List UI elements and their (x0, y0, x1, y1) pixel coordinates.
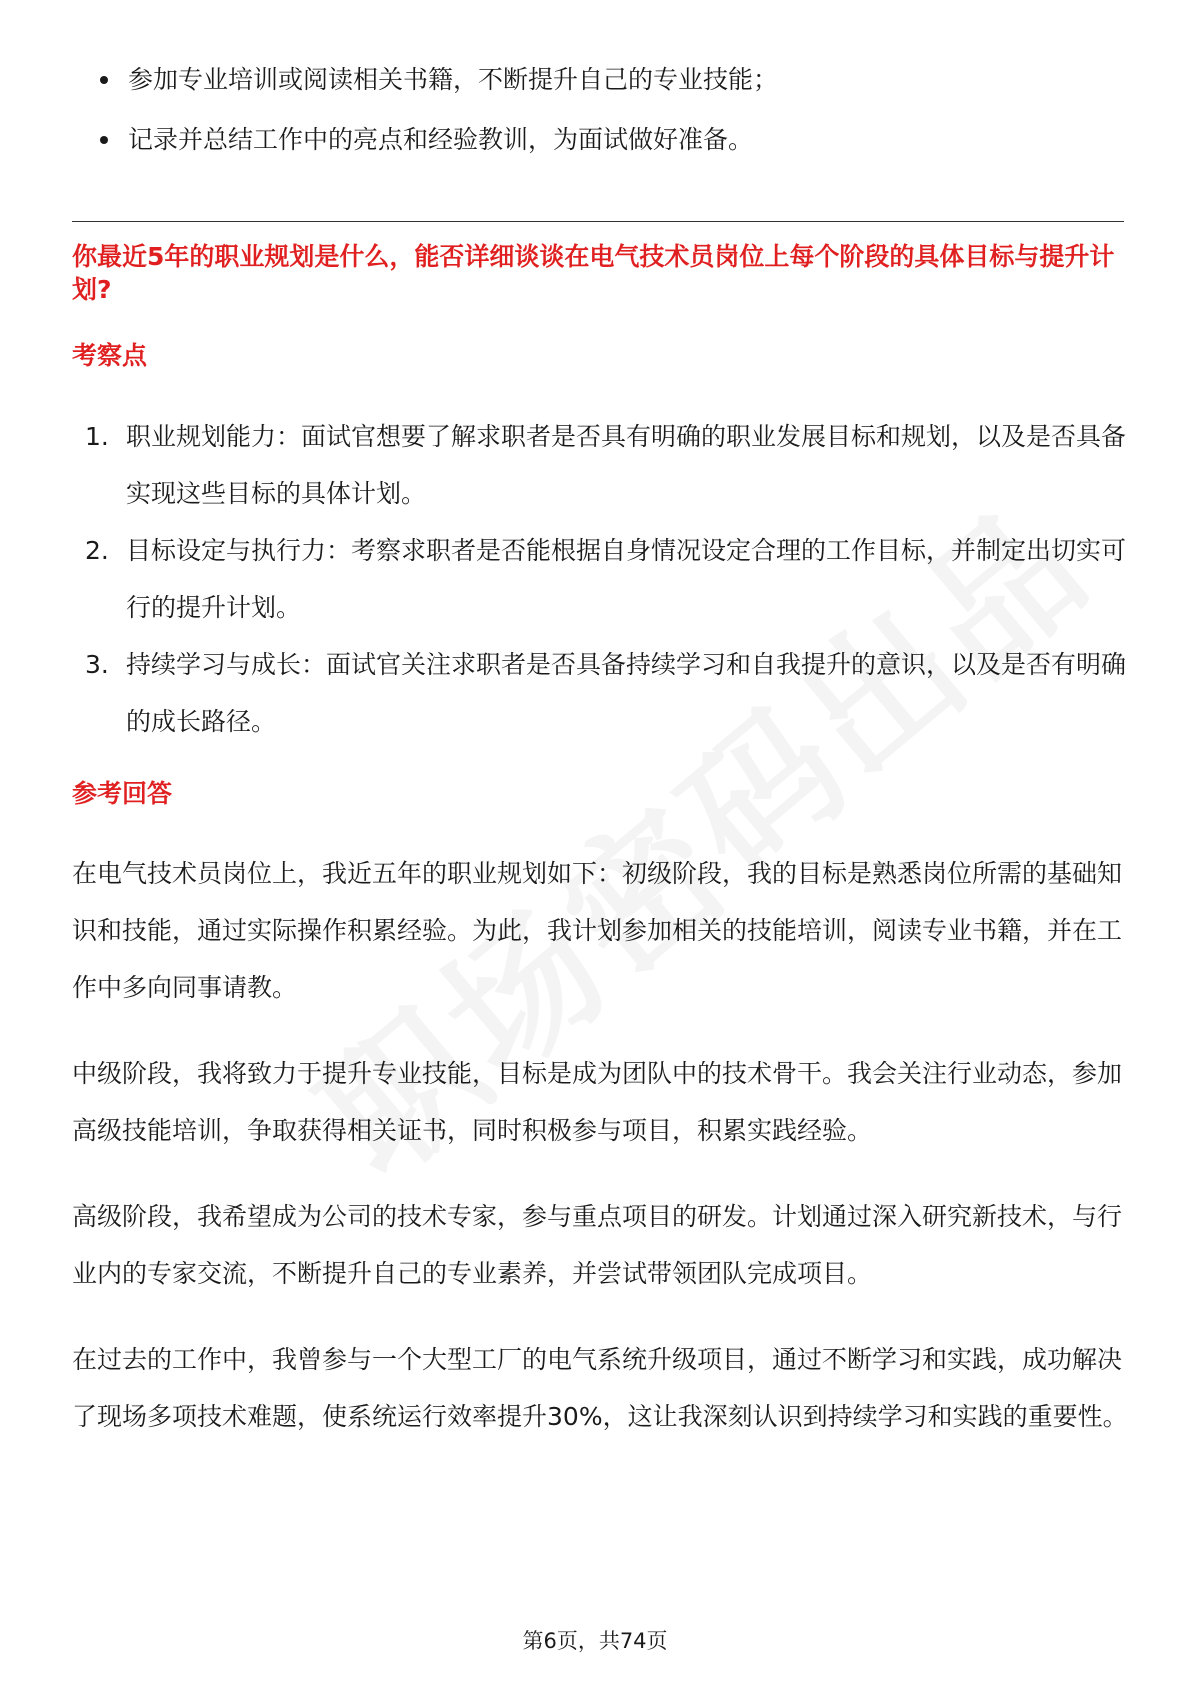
assessment-item (72, 522, 1132, 636)
item-text: 目标设定与执行力：考察求职者是否能根据自身情况设定合理的工作目标，并制定出切实可行的提升计划。 (126, 536, 1127, 622)
assessment-list (72, 408, 1132, 750)
reference-answer (72, 845, 1134, 1474)
interview-question: 你最近5年的职业规划是什么，能否详细谈谈在电气技术员岗位上每个阶段的具体目标与提升计划? (72, 242, 1115, 304)
item-text: 持续学习与成长：面试官关注求职者是否具备持续学习和自我提升的意识，以及是否有明确的成长路径。 (126, 650, 1127, 736)
assessment-item (72, 408, 1132, 522)
section-divider (72, 221, 1124, 222)
answer-paragraph: 高级阶段，我希望成为公司的技术专家，参与重点项目的研发。计划通过深入研究新技术，与行业内的专家交流，不断提升自己的专业素养，并尝试带领团队完成项目。 (72, 1202, 1123, 1288)
assessment-title: 考察点 (72, 341, 148, 370)
answer-title: 参考回答 (72, 779, 173, 808)
bullet-item: 记录并总结工作中的亮点和经验教训，为面试做好准备。 (96, 120, 1106, 160)
item-number: 2. (85, 536, 109, 565)
answer-paragraph: 在过去的工作中，我曾参与一个大型工厂的电气系统升级项目，通过不断学习和实践，成功解决了现场多项技术难题，使系统运行效率提升30%，这让我深刻认识到持续学习和实践的重要性。 (72, 1345, 1128, 1431)
item-number: 1. (85, 422, 109, 451)
answer-paragraph: 中级阶段，我将致力于提升专业技能，目标是成为团队中的技术骨干。我会关注行业动态，参加高级技能培训，争取获得相关证书，同时积极参与项目，积累实践经验。 (72, 1059, 1123, 1145)
item-text: 职业规划能力：面试官想要了解求职者是否具有明确的职业发展目标和规划，以及是否具备实现这些目标的具体计划。 (126, 422, 1127, 508)
bullet-list (96, 60, 1106, 180)
item-number: 3. (85, 650, 109, 679)
assessment-item (72, 636, 1132, 750)
bullet-item: 参加专业培训或阅读相关书籍，不断提升自己的专业技能； (96, 60, 1106, 100)
answer-paragraph: 在电气技术员岗位上，我近五年的职业规划如下：初级阶段，我的目标是熟悉岗位所需的基础知识和技能，通过实际操作积累经验。为此，我计划参加相关的技能培训，阅读专业书籍，并在工作中多向同事请教。 (72, 859, 1123, 1002)
page-number: 第6页，共74页 (522, 1629, 668, 1653)
